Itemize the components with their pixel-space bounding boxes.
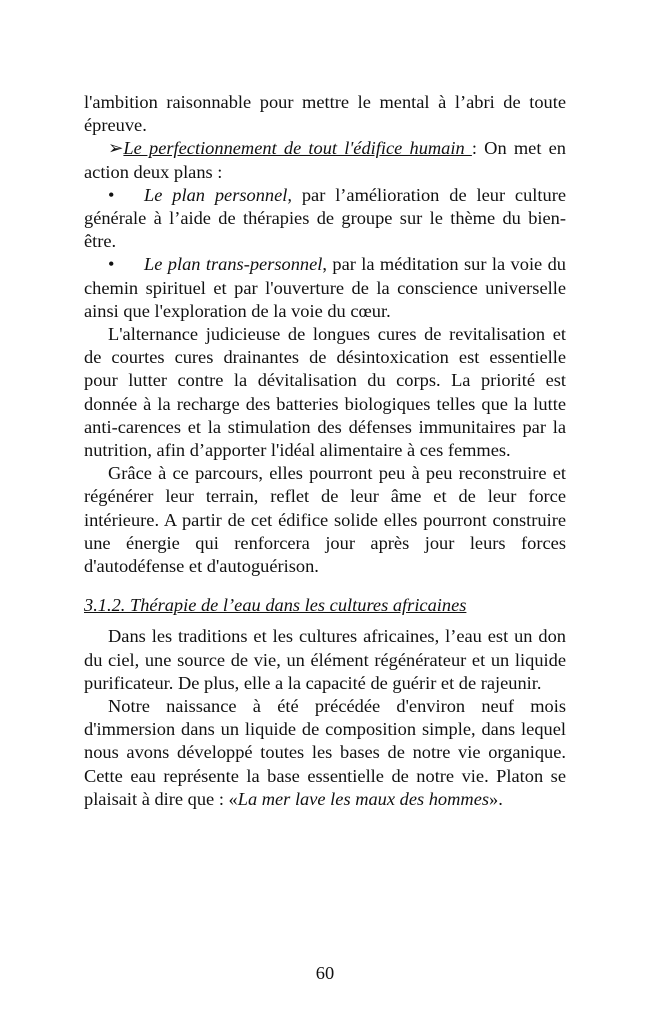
- bullet-icon: •: [108, 254, 115, 275]
- page-body: [84, 91, 566, 811]
- edifice-title: Le perfectionnement de tout l'édifice humain: [123, 138, 472, 159]
- platon-quote: La mer lave les maux des hommes: [237, 788, 490, 809]
- bullet-plan-personnel: [84, 184, 566, 254]
- paragraph-traditions: Dans les traditions et les cultures africaines, l’eau est un don du ciel, une source de vie, un élément régénérateur et un liquide purificateur. De plus, elle a la capacité de guérir et de rajeunir.: [84, 626, 566, 693]
- plan-personnel-title: Le plan personnel,: [144, 184, 292, 205]
- edifice-text: : On met en action deux plans :: [84, 138, 566, 182]
- section-heading: 3.1.2. Thérapie de l’eau dans les cultures africaines: [84, 595, 467, 616]
- paragraph-parcours: Grâce à ce parcours, elles pourront peu à peu reconstruire et régénérer leur terrain, reflet de leur âme et de leur force intérieure. A partir de cet édifice solide elles pourront construire une énergie qui renforcera jour après jour leurs forces d'autodéfense et d'autoguérison.: [84, 463, 566, 577]
- paragraph-naissance: [84, 695, 566, 811]
- plan-personnel-text: par l’amélioration de leur culture générale à l’aide de thérapies de groupe sur le thème du bien-être.: [84, 184, 566, 252]
- naissance-end: ».: [489, 788, 503, 809]
- paragraph-continuation: l'ambition raisonnable pour mettre le mental à l’abri de toute épreuve.: [84, 92, 566, 136]
- bullet-icon: •: [108, 184, 115, 205]
- plan-trans-personnel-text: , par la méditation sur la voie du chemin spirituel et par l'ouverture de la conscience universelle ainsi que l'exploration de la voie du cœur.: [84, 254, 567, 321]
- paragraph-alternance: L'alternance judicieuse de longues cures de revitalisation et de courtes cures drainantes de désintoxication est essentielle pour lutter contre la dévitalisation du corps. La priorité est donnée à la recharge des batteries biologiques telles que la lutte anti-carences et la stimulation des défenses immunitaires par la nutrition, afin d’apporter l'idéal alimentaire à ces femmes.: [84, 324, 566, 461]
- arrow-bullet-icon: ➢: [108, 138, 124, 159]
- page-number: 60: [315, 963, 335, 983]
- naissance-text: Notre naissance à été précédée d'environ neuf mois d'immersion dans un liquide de composition simple, dans lequel nous avons développé toutes les bases de notre vie organique. Cette eau représente la base essentielle de notre vie. Platon se plaisait à dire que : «: [84, 696, 566, 809]
- bullet-plan-trans-personnel: [84, 253, 566, 323]
- plan-trans-personnel-title: Le plan trans-personnel: [144, 254, 323, 275]
- paragraph-edifice-humain: [84, 137, 566, 183]
